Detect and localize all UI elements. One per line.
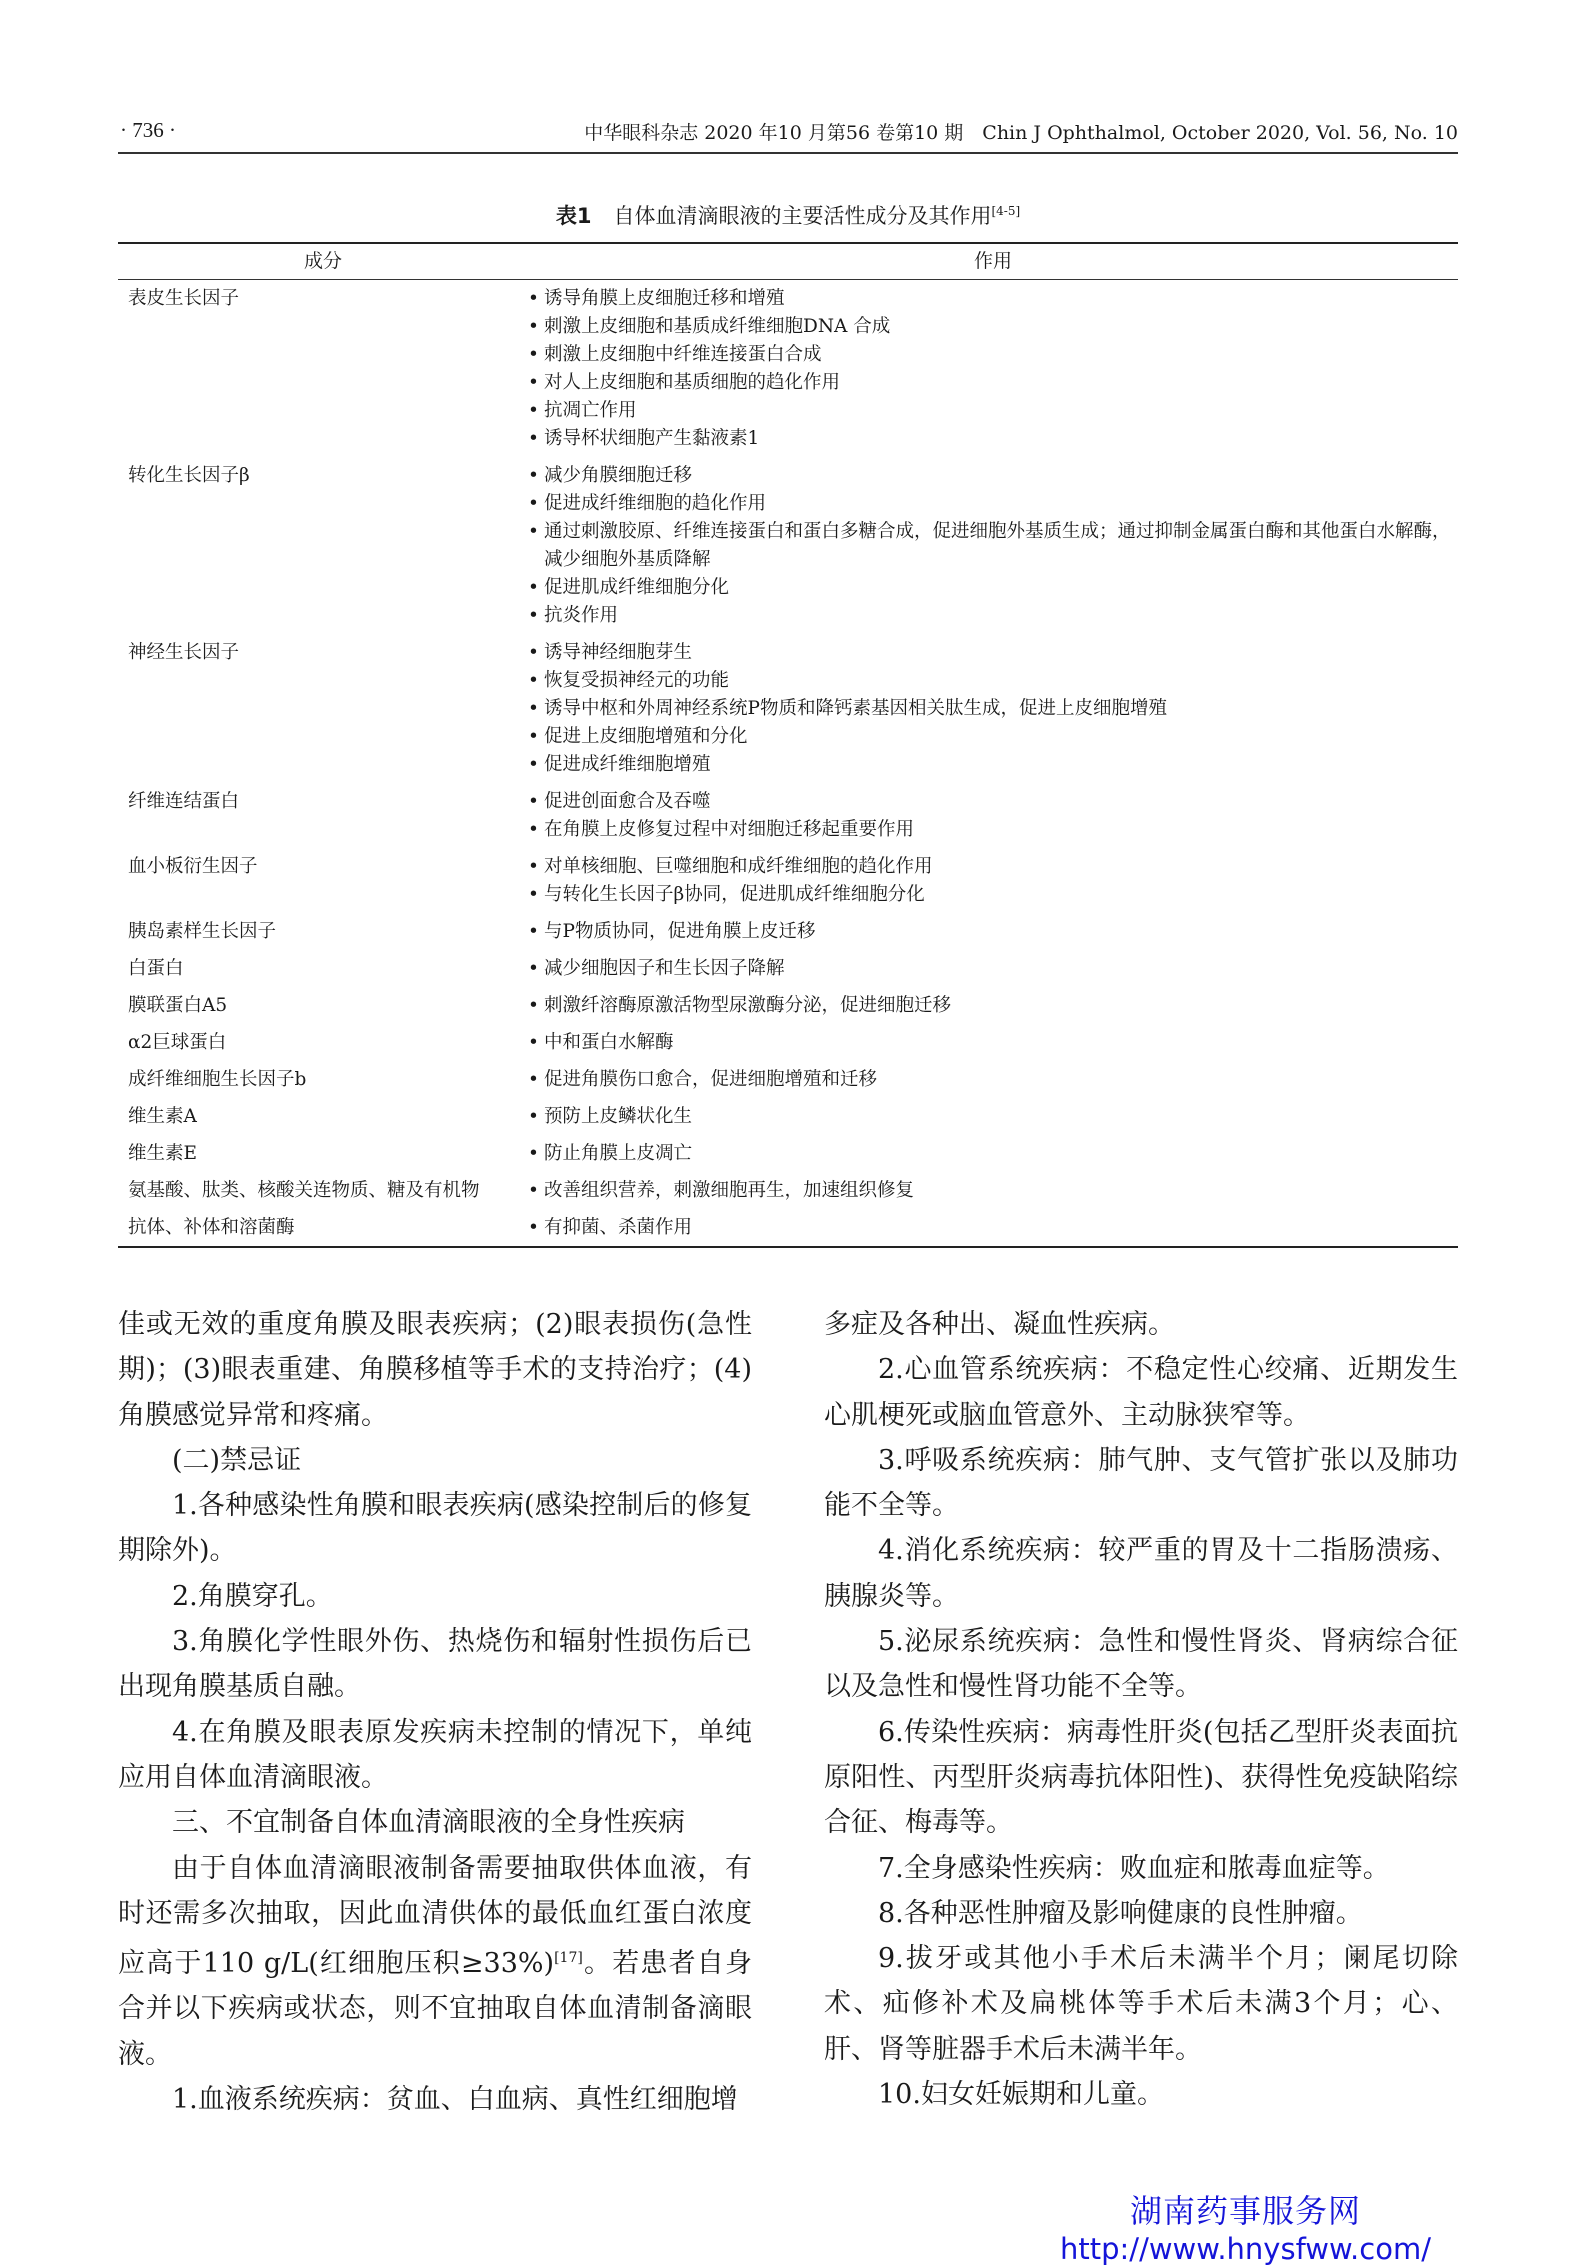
page-number: · 736 · [120,118,176,142]
column-header-effect: 作用 [973,250,1012,272]
effect-item: • 与转化生长因子β协同，促进肌成纤维细胞分化 [528,881,1458,909]
table-header-row [118,244,1458,280]
paragraph: 9.拔牙或其他小手术后未满半个月；阑尾切除术、疝修补术及扁桃体等手术后未满3个月；心、肝、肾等脏器手术后未满半年。 [824,1943,1458,2065]
journal-citation: 中华眼科杂志 2020 年10 月第56 卷第10 期 Chin J Ophthalmol, October 2020, Vol. 56, No. 10 [584,122,1458,144]
table-row [118,634,1458,783]
paragraph: 8.各种恶性肿瘤及影响健康的良性肿瘤。 [878,1897,1363,1929]
table-label: 表1 [555,204,592,228]
paragraph: 多症及各种出、凝血性疾病。 [824,1309,1175,1340]
effect-cell [528,1177,1458,1205]
effect-item: • 有抑菌、杀菌作用 [528,1214,1458,1242]
table-row [118,913,1458,950]
section-heading-systemic-diseases: 三、不宜制备自体血清滴眼液的全身性疾病 [172,1807,685,1839]
paragraph: 5.泌尿系统疾病：急性和慢性肾炎、肾病综合征以及急性和慢性肾功能不全等。 [824,1626,1458,1703]
effect-cell [528,1140,1458,1168]
body-column-left [118,1302,752,2122]
component-cell: 表皮生长因子 [128,288,240,309]
effect-item: • 诱导神经细胞芽生 [528,639,1458,667]
components-table [118,242,1458,1248]
component-cell: 维生素A [128,1106,197,1127]
effect-cell [528,992,1458,1020]
table-caption [118,200,1458,230]
effect-item: • 促进创面愈合及吞噬 [528,788,1458,816]
paragraph: 6.传染性疾病：病毒性肝炎(包括乙型肝炎表面抗原阳性、丙型肝炎病毒抗体阳性)、获得性免疫缺陷综合征、梅毒等。 [824,1716,1458,1839]
paragraph: 佳或无效的重度角膜及眼表疾病；(2)眼表损伤(急性期)；(3)眼表重建、角膜移植等手术的支持治疗；(4)角膜感觉异常和疼痛。 [118,1309,752,1431]
column-header-component: 成分 [303,250,342,272]
paragraph: 7.全身感染性疾病：败血症和脓毒血症等。 [878,1852,1390,1884]
table-row [118,783,1458,848]
component-cell: 膜联蛋白A5 [128,995,228,1016]
component-cell: 成纤维细胞生长因子b [128,1069,307,1090]
watermark [1060,2192,1431,2268]
paragraph: 3.呼吸系统疾病：肺气肿、支气管扩张以及肺功能不全等。 [824,1444,1458,1522]
component-cell: 维生素E [128,1143,198,1164]
table-row [118,1135,1458,1172]
paragraph: 2.心血管系统疾病：不稳定性心绞痛、近期发生心肌梗死或脑血管意外、主动脉狭窄等。 [824,1354,1458,1431]
table-ref: [4-5] [991,204,1021,218]
effect-item: • 促进肌成纤维细胞分化 [528,574,1458,602]
effect-item: • 抗炎作用 [528,602,1458,630]
table-row [118,987,1458,1024]
effect-item: • 对单核细胞、巨噬细胞和成纤维细胞的趋化作用 [528,853,1458,881]
watermark-site-name: 湖南药事服务网 [1129,2192,1361,2230]
effect-cell [528,955,1458,983]
paragraph: 3.角膜化学性眼外伤、热烧伤和辐射性损伤后已出现角膜基质自融。 [118,1626,752,1703]
effect-cell [528,639,1458,779]
table-row [118,280,1458,457]
effect-item: • 抗凋亡作用 [528,397,1458,425]
watermark-url[interactable]: http://www.hnysfww.com/ [1060,2232,1431,2266]
paragraph: 1.血液系统疾病：贫血、白血病、真性红细胞增 [172,2084,738,2116]
effect-item: • 中和蛋白水解酶 [528,1029,1458,1057]
paragraph-text: 。若患者自身合并以下疾病或状态，则不宜抽取自体血清制备滴眼液。 [118,1948,752,2070]
effect-item: • 刺激上皮细胞和基质成纤维细胞DNA 合成 [528,313,1458,341]
component-cell: 抗体、补体和溶菌酶 [128,1217,295,1238]
effect-cell [528,285,1458,453]
paragraph: 2.角膜穿孔。 [172,1580,333,1612]
effect-cell [528,462,1458,630]
component-cell: 胰岛素样生长因子 [128,921,277,942]
paragraph: 4.消化系统疾病：较严重的胃及十二指肠溃疡、胰腺炎等。 [824,1535,1458,1612]
table-title: 自体血清滴眼液的主要活性成分及其作用 [613,204,992,228]
effect-item: • 预防上皮鳞状化生 [528,1103,1458,1131]
component-cell: 神经生长因子 [128,642,240,663]
table-row [118,1209,1458,1246]
table-body [118,280,1458,1246]
effect-item: • 恢复受损神经元的功能 [528,667,1458,695]
effect-item: • 对人上皮细胞和基质细胞的趋化作用 [528,369,1458,397]
table-row [118,1061,1458,1098]
effect-item: • 改善组织营养，刺激细胞再生，加速组织修复 [528,1177,1458,1205]
effect-cell [528,1029,1458,1057]
effect-item: • 促进成纤维细胞的趋化作用 [528,490,1458,518]
component-cell: α2巨球蛋白 [128,1032,227,1053]
effect-item: • 减少细胞因子和生长因子降解 [528,955,1458,983]
effect-item: • 诱导角膜上皮细胞迁移和增殖 [528,285,1458,313]
table-row [118,1024,1458,1061]
effect-item: • 诱导杯状细胞产生黏液素1 [528,425,1458,453]
body-column-right [824,1302,1458,2117]
citation-ref: [17] [554,1950,583,1967]
component-cell: 氨基酸、肽类、核酸关连物质、糖及有机物 [128,1180,480,1201]
effect-cell [528,1066,1458,1094]
effect-item: • 在角膜上皮修复过程中对细胞迁移起重要作用 [528,816,1458,844]
paragraph-text: 由于自体血清滴眼液制备需要抽取供体血液，有时还需多次抽取，因此血清供体的最低血红蛋白浓度应高于110 g/L(红细胞压积≥33%) [118,1852,752,1980]
effect-cell [528,1214,1458,1242]
effect-item: • 促进成纤维细胞增殖 [528,751,1458,779]
effect-item: • 与P物质协同，促进角膜上皮迁移 [528,918,1458,946]
table-row [118,950,1458,987]
component-cell: 转化生长因子β [128,465,250,486]
effect-item: • 防止角膜上皮凋亡 [528,1140,1458,1168]
effect-cell [528,1103,1458,1131]
component-cell: 纤维连结蛋白 [128,791,240,812]
table-row [118,1172,1458,1209]
paragraph [118,1846,752,2077]
table-row [118,457,1458,634]
effect-item: • 减少角膜细胞迁移 [528,462,1458,490]
effect-cell [528,853,1458,909]
paragraph: 4.在角膜及眼表原发疾病未控制的情况下，单纯应用自体血清滴眼液。 [118,1716,752,1793]
effect-item: • 通过刺激胶原、纤维连接蛋白和蛋白多糖合成，促进细胞外基质生成；通过抑制金属蛋白酶和其他蛋白水解酶，减少细胞外基质降解 [528,518,1458,574]
effect-cell [528,918,1458,946]
effect-item: • 促进角膜伤口愈合，促进细胞增殖和迁移 [528,1066,1458,1094]
table-row [118,848,1458,913]
effect-cell [528,788,1458,844]
component-cell: 血小板衍生因子 [128,856,258,877]
paragraph: 10.妇女妊娠期和儿童。 [878,2079,1164,2111]
effect-item: • 刺激纤溶酶原激活物型尿激酶分泌，促进细胞迁移 [528,992,1458,1020]
section-heading-contraindications: (二)禁忌证 [172,1444,302,1476]
running-header [118,118,1458,154]
component-cell: 白蛋白 [128,958,184,979]
effect-item: • 刺激上皮细胞中纤维连接蛋白合成 [528,341,1458,369]
paragraph: 1.各种感染性角膜和眼表疾病(感染控制后的修复期除外)。 [118,1490,752,1567]
effect-item: • 促进上皮细胞增殖和分化 [528,723,1458,751]
table-row [118,1098,1458,1135]
effect-item: • 诱导中枢和外周神经系统P物质和降钙素基因相关肽生成，促进上皮细胞增殖 [528,695,1458,723]
